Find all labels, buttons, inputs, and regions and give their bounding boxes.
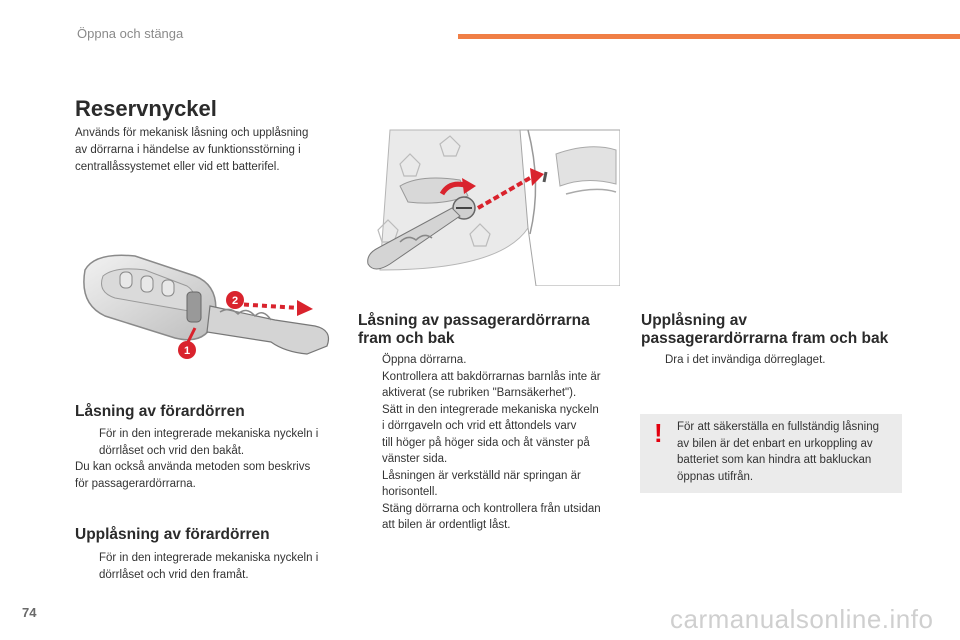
list-item-line: aktiverat (se rubriken "Barnsäkerhet").	[382, 387, 577, 399]
watermark: carmanualsonline.info	[670, 604, 934, 634]
list-item	[358, 501, 623, 534]
note-line: av bilen är det enbart en urkoppling av	[677, 437, 873, 450]
list-item-text: Öppna dörrarna.	[382, 354, 467, 366]
list-item-text: För in den integrerade mekaniska nyckeln i dörrlåset och vrid den bakåt.	[99, 428, 319, 457]
list-item	[641, 352, 906, 369]
list-item-line: Stäng dörrarna och kontrollera från utsidan	[382, 502, 601, 515]
list-item-text: För in den integrerade mekaniska nyckeln i dörrlåset och vrid den framåt.	[99, 552, 319, 581]
note-line: För att säkerställa en fullständig låsning	[677, 421, 879, 433]
warning-note-text	[677, 419, 899, 485]
warning-icon: !	[654, 418, 663, 448]
title-line: passagerardörrarna fram och bak	[641, 330, 889, 347]
list-item	[358, 369, 623, 402]
title-line: fram och bak	[358, 330, 455, 347]
step-2-label: 2	[231, 295, 239, 307]
lock-passenger-body	[358, 352, 623, 534]
title-line: Låsning av passagerardörrarna	[358, 312, 590, 329]
unlock-passenger-body	[641, 352, 906, 369]
list-item-line: till höger på höger sida och åt vänster på	[382, 436, 590, 449]
list-item-text: Dra i det invändiga dörreglaget.	[665, 354, 826, 366]
paragraph-line: för passagerardörrarna.	[75, 477, 196, 490]
page-number: 74	[22, 605, 37, 620]
paragraph-line: Du kan också använda metoden som beskrivs	[75, 461, 311, 473]
step-1-label: 1	[183, 345, 191, 357]
list-item-line: att bilen är ordentligt låst.	[382, 519, 511, 531]
page-title: Reservnyckel	[75, 96, 217, 121]
section-title-unlock-driver: Upplåsning av förardörren	[75, 526, 270, 543]
unlock-driver-body	[75, 550, 340, 583]
intro-paragraph	[75, 125, 340, 176]
list-item-line: vänster sida.	[382, 453, 448, 465]
intro-line: av dörrarna i händelse av funktionsstörning i	[75, 144, 301, 156]
title-line: Upplåsning av	[641, 312, 747, 329]
door-lock-illustration	[360, 124, 620, 286]
intro-line: centrallåssystemet eller vid ett batterifel.	[75, 161, 280, 173]
list-item-line: horisontell.	[382, 486, 438, 498]
note-line: batteriet som kan hindra att bakluckan	[677, 454, 872, 466]
list-item-line: Låsningen är verkställd när springan är	[382, 469, 581, 482]
warning-note	[640, 414, 902, 493]
key-fob-illustration	[75, 246, 345, 376]
list-item	[358, 352, 623, 369]
note-line: öppnas utifrån.	[677, 470, 754, 483]
header-accent-bar	[458, 34, 960, 39]
section-header-title: Öppna och stänga	[77, 26, 184, 41]
list-item	[75, 550, 340, 583]
intro-line: Används för mekanisk låsning och upplåsning	[75, 127, 309, 139]
lock-driver-body	[75, 426, 340, 492]
list-item-line: Kontrollera att bakdörrarnas barnlås inte är	[382, 370, 601, 383]
list-item-line: i dörrgaveln och vrid ett åttondels varv	[382, 420, 577, 432]
section-title-lock-passenger	[358, 312, 590, 348]
list-item-line: Sätt in den integrerade mekaniska nyckeln	[382, 403, 599, 416]
section-title-lock-driver: Låsning av förardörren	[75, 403, 245, 420]
section-title-unlock-passenger	[641, 312, 888, 348]
paragraph	[75, 459, 340, 492]
list-item	[75, 426, 340, 459]
list-item	[358, 402, 623, 501]
